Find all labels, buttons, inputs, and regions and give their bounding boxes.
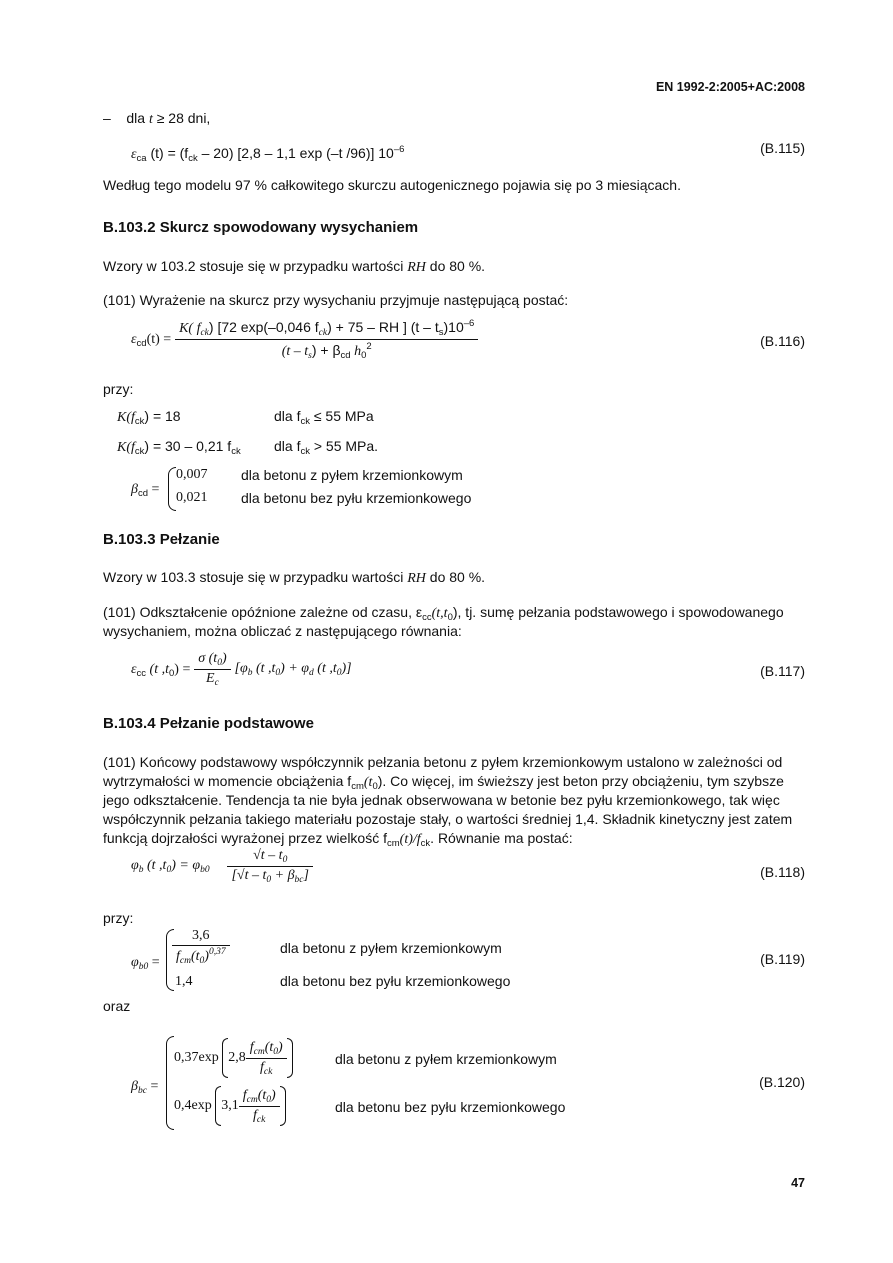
- paragraph-1033-b-line2: wysychaniem, można obliczać z następującego równania:: [103, 623, 462, 639]
- eq119-den-f: f: [176, 949, 180, 964]
- k1-cond-sub: ck: [300, 416, 310, 427]
- k1-cond-post: ≤ 55 MPa: [309, 408, 374, 424]
- eq118-lhs-arg: (t ,t: [143, 858, 167, 873]
- eq120-r2-a: 0,4exp: [174, 1098, 212, 1113]
- eq118-den-mid: + β: [271, 868, 295, 883]
- var-t: t: [148, 112, 153, 127]
- eq119-den-sub: cm: [179, 956, 191, 966]
- eq116-num-b-sub: ck: [318, 328, 328, 338]
- page-number: 47: [791, 1176, 805, 1190]
- eq118-numerator: [227, 848, 313, 866]
- eq119-text-1: dla betonu z pyłem krzemionkowym: [280, 940, 502, 956]
- eq115-exp: –6: [393, 144, 405, 155]
- eq120-r2-den: f: [253, 1107, 257, 1123]
- eq115-sub-ca: ca: [136, 153, 147, 164]
- przy-label-2: przy:: [103, 910, 134, 926]
- p1032a-post: do 80 %.: [425, 258, 486, 274]
- eq119-phi-sub: b0: [138, 962, 149, 972]
- eq118-lhs-end-sub: b0: [200, 865, 210, 875]
- eq118-lhs: [131, 858, 210, 875]
- k-condition-1: [274, 406, 374, 432]
- eq117-num-sub: 0: [217, 658, 222, 668]
- eq120-r2-den-sub: ck: [256, 1114, 266, 1125]
- eq117-lhs: [131, 660, 190, 679]
- k2-lhs-end: ) = 30 – 0,21 f: [144, 438, 232, 454]
- eq118-fraction: [227, 848, 313, 885]
- eq117-rhs-b: (t ,t: [252, 661, 276, 676]
- eq117-num-end: ): [221, 651, 227, 666]
- eq116-lhs-arg: (t) =: [146, 332, 172, 347]
- eq120-r2-num-end: (t: [257, 1087, 267, 1103]
- eq116-den-b: ) + β: [311, 342, 341, 358]
- eq117-rhs-e: )]: [341, 661, 352, 676]
- eq119-phi: φ: [131, 955, 139, 970]
- eq120-r1-rparen: [287, 1038, 293, 1078]
- list-dash: –: [103, 110, 111, 126]
- p1033b-sub2: 0: [447, 612, 453, 623]
- eq117-numerator: [194, 651, 230, 669]
- p1033a-pre: Wzory w 103.3 stosuje się w przypadku wartości: [103, 569, 408, 585]
- eq118-num: √t – t: [253, 848, 283, 863]
- eq116-num-d: )10: [443, 319, 464, 335]
- eq120-row-2: [174, 1086, 286, 1126]
- p1034-l5-pre: funkcją dojrzałości wyrażonej przez wielkość f: [103, 830, 387, 846]
- eq120-r2-rparen: [280, 1086, 286, 1126]
- eq116-lhs-eps: ε: [131, 332, 137, 347]
- eq120-row-1: [174, 1038, 293, 1078]
- eq120-r1-num-close: ): [278, 1039, 283, 1055]
- eq120-r2-b: 3,1: [221, 1098, 239, 1113]
- k2-cond-sub: ck: [300, 446, 310, 457]
- eq117-rhs-d-sub: 0: [336, 668, 342, 678]
- p1034-l5-sub: cm: [387, 838, 400, 849]
- k1-lhs: K(f: [117, 410, 135, 425]
- eq116-den-exp: 2: [366, 341, 372, 352]
- eq120-r1-num-end: (t: [264, 1039, 274, 1055]
- eq120-brace: [166, 1036, 174, 1130]
- eq120-r2-num: f: [242, 1087, 247, 1103]
- k2-cond-pre: dla f: [274, 438, 301, 454]
- eq117-lhs-sub: cc: [136, 668, 147, 679]
- eq120-r1-den: f: [260, 1059, 264, 1075]
- eq120-r2-num-close: ): [271, 1087, 276, 1103]
- eq117-rhs-a: [φ: [234, 661, 248, 676]
- eq119-den-sub2: 0: [199, 956, 205, 966]
- eq116-num-a-sub: ck: [200, 328, 209, 338]
- p1033a-post: do 80 %.: [425, 569, 486, 585]
- p1033b-mid: (t,t: [431, 606, 448, 621]
- p1033b-pre: (101) Odkształcenie opóźnione zależne od czasu, ε: [103, 604, 423, 620]
- eq120-beta-sub: bc: [137, 1086, 147, 1096]
- eq119-den-mid: (t: [190, 949, 200, 964]
- section-title-b1033: B.103.3 Pełzanie: [103, 531, 220, 548]
- eq118-denominator: [227, 866, 313, 885]
- p1034-l2-sub: cm: [351, 781, 364, 792]
- k2-lhs-sub: ck: [134, 446, 145, 457]
- beta-cd-sub: cd: [137, 488, 149, 499]
- eq117-lhs-arg: (t ,t: [146, 662, 169, 677]
- eq120-text-1: dla betonu z pyłem krzemionkowym: [335, 1051, 557, 1067]
- k2-lhs-sub2: ck: [231, 446, 241, 457]
- eq116-denominator: [175, 339, 478, 361]
- list-item-28-days: [103, 108, 210, 130]
- eq120-r1-a: 0,37exp: [174, 1050, 219, 1065]
- p1034-l5-sub2: ck: [420, 838, 431, 849]
- equation-b118: [131, 848, 313, 885]
- eq117-den-sub: c: [214, 678, 219, 688]
- eq119-text-2: dla betonu bez pyłu krzemionkowego: [280, 973, 511, 989]
- p1034-l2-pre: wytrzymałości w momencie obciążenia f: [103, 773, 352, 789]
- eq117-rhs-b-sub: 0: [275, 668, 281, 678]
- p1032a-pre: Wzory w 103.2 stosuje się w przypadku wartości: [103, 258, 408, 274]
- paragraph-1032-a: [103, 256, 485, 278]
- document-header: EN 1992-2:2005+AC:2008: [655, 80, 805, 94]
- eq120-r1-fraction: [246, 1040, 287, 1077]
- eq119-num: 3,6: [192, 928, 210, 943]
- paragraph-1033-a: [103, 567, 485, 589]
- k-value-line-2: [117, 436, 241, 462]
- eq115-body: – 20) [2,8 – 1,1 exp (–t /96)] 10: [197, 145, 394, 161]
- p1034-l5-mid: (t)/f: [399, 832, 421, 847]
- eq116-den-a-sub: s: [308, 351, 312, 361]
- eq118-lhs-sub: b: [138, 865, 144, 875]
- eq120-r2-num-sub2: 0: [266, 1094, 271, 1105]
- eq120-r1-num-sub2: 0: [273, 1046, 278, 1057]
- eq117-den: E: [206, 671, 215, 686]
- eq119-frac-inner: [172, 928, 230, 966]
- paragraph-1034-line1: (101) Końcowy podstawowy współczynnik pełzania betonu z pyłem krzemionkowym ustalono w zależności od: [103, 754, 783, 770]
- eq120-eq: =: [146, 1079, 159, 1094]
- eq119-den: [172, 945, 230, 966]
- p1033b-post: ), tj. sumę pełzania podstawowego i spowodowanego: [452, 604, 784, 620]
- list-prefix: dla: [126, 110, 149, 126]
- eq119-lhs: [131, 951, 160, 977]
- p1034-l2-sub2: 0: [372, 781, 378, 792]
- eq117-num: σ (t: [198, 651, 218, 666]
- p1034-l5-post: . Równanie ma postać:: [430, 830, 573, 846]
- p1033b-sub: cc: [422, 612, 432, 623]
- eq119-fraction: [172, 928, 230, 966]
- k1-lhs-sub: ck: [134, 416, 145, 427]
- p1032a-rh: RH: [407, 260, 426, 275]
- beta-cd-text-1: dla betonu z pyłem krzemionkowym: [241, 467, 463, 483]
- eq117-rhs: [235, 661, 352, 678]
- equation-number-b116: (B.116): [760, 333, 805, 349]
- equation-number-b120: (B.120): [759, 1074, 805, 1090]
- eq115-sub-ck: ck: [188, 153, 198, 164]
- eq120-r1-b: 2,8: [228, 1050, 246, 1065]
- eq120-r2-num-sub: cm: [246, 1094, 258, 1105]
- eq116-lhs-sub: cd: [136, 338, 147, 349]
- equation-b116: [131, 318, 478, 361]
- eq116-fraction: [175, 318, 478, 361]
- k2-cond-post: > 55 MPa.: [309, 438, 379, 454]
- paragraph-1032-b: (101) Wyrażenie na skurcz przy wysychaniu przyjmuje następującą postać:: [103, 292, 569, 308]
- eq118-lhs-phi: φ: [131, 858, 139, 873]
- eq116-num-a: K( f: [179, 321, 201, 336]
- section-title-b1032: B.103.2 Skurcz spowodowany wysychaniem: [103, 219, 419, 236]
- eq117-lhs-end: ) =: [174, 662, 191, 677]
- beta-cd-value-1: 0,007: [176, 467, 208, 482]
- beta-cd-lhs: [131, 478, 159, 504]
- eq118-lhs-arg-sub: 0: [166, 865, 172, 875]
- oraz-label: oraz: [103, 998, 131, 1014]
- eq117-rhs-d: (t ,t: [313, 661, 337, 676]
- eq117-rhs-c: ) + φ: [280, 661, 310, 676]
- eq116-lhs: [131, 330, 171, 349]
- beta-cd-brace: [168, 467, 176, 511]
- eq117-lhs-arg-sub: 0: [168, 668, 175, 679]
- eq120-r2-fraction: [239, 1088, 280, 1125]
- eq116-den-c-sub: 0: [361, 350, 367, 361]
- beta-cd-eq: =: [148, 482, 160, 497]
- eq120-text-2: dla betonu bez pyłu krzemionkowego: [335, 1099, 566, 1115]
- eq118-num-sub: 0: [282, 855, 288, 865]
- eq119-value-2: 1,4: [175, 974, 193, 989]
- eq117-fraction: [194, 651, 230, 688]
- eq120-r1-den-sub: ck: [263, 1066, 273, 1077]
- eq119-den-end: ): [204, 949, 209, 964]
- k-condition-2: [274, 436, 378, 462]
- equation-number-b115: (B.115): [760, 140, 805, 156]
- p1033a-rh: RH: [407, 571, 426, 586]
- section-title-b1034: B.103.4 Pełzanie podstawowe: [103, 715, 314, 732]
- eq115-eps: ε: [131, 147, 137, 162]
- eq120-lhs: [131, 1075, 158, 1101]
- eq118-den: [√t – t: [231, 868, 267, 883]
- eq117-rhs-c-sub: d: [309, 668, 314, 678]
- paragraph-1034-line3: jego odkształcenie. Tendencja ta nie była jednak obserwowana w betonie bez pyłu krzemionkowego, tak więc: [103, 792, 780, 808]
- eq118-den-sub2: bc: [294, 875, 304, 885]
- eq118-lhs-end: ) = φ: [171, 858, 201, 873]
- k2-lhs: K(f: [117, 440, 135, 455]
- k1-lhs-end: ) = 18: [144, 408, 181, 424]
- eq116-den-b-sub: cd: [340, 350, 351, 361]
- p1034-l2-mid: (t: [363, 775, 373, 790]
- equation-b117: [131, 651, 352, 688]
- eq115-arg: (t) = (f: [146, 145, 189, 161]
- eq117-lhs-eps: ε: [131, 662, 137, 677]
- eq117-denominator: [194, 669, 230, 688]
- beta-cd-value-2: 0,021: [176, 490, 208, 505]
- eq117-rhs-a-sub: b: [247, 668, 253, 678]
- eq118-den-sub: 0: [266, 875, 272, 885]
- eq116-den-c: h: [350, 344, 362, 359]
- eq120-beta: β: [131, 1079, 138, 1094]
- p1034-l2-post: ). Co więcej, im świeższy jest beton przy obciążeniu, tym szybsze: [377, 773, 784, 789]
- eq116-num-exp: –6: [463, 318, 475, 329]
- eq120-r1-num: f: [249, 1039, 254, 1055]
- equation-number-b118: (B.118): [760, 864, 805, 880]
- k1-cond-pre: dla f: [274, 408, 301, 424]
- eq116-numerator: [175, 318, 478, 339]
- eq119-den-exp: 0,37: [208, 947, 226, 957]
- eq116-den-a: (t – t: [281, 344, 309, 359]
- k-value-line-1: [117, 406, 181, 432]
- eq119-eq: =: [148, 955, 160, 970]
- beta-cd-symbol: β: [131, 482, 138, 497]
- eq118-den-end: ]: [303, 868, 309, 883]
- eq116-num-b: ) [72 exp(–0,046 f: [208, 319, 319, 335]
- eq116-num-c-sub: s: [438, 327, 444, 338]
- list-rest: ≥ 28 dni,: [152, 110, 211, 126]
- paragraph-model: Według tego modelu 97 % całkowitego skurczu autogenicznego pojawia się po 3 miesiącach.: [103, 177, 681, 193]
- eq120-r1-num-sub: cm: [253, 1046, 265, 1057]
- paragraph-1034-line4: współczynnik pełzania takiego materiału pozostaje stały, o wartości średniej 1,4. Składnik kinetyczny jest zatem: [103, 811, 793, 827]
- przy-label-1: przy:: [103, 381, 134, 397]
- equation-number-b119: (B.119): [760, 951, 805, 967]
- equation-number-b117: (B.117): [760, 663, 805, 679]
- equation-b115: [131, 140, 404, 169]
- beta-cd-text-2: dla betonu bez pyłu krzemionkowego: [241, 490, 472, 506]
- eq116-num-c: ) + 75 – RH ] (t – t: [327, 319, 439, 335]
